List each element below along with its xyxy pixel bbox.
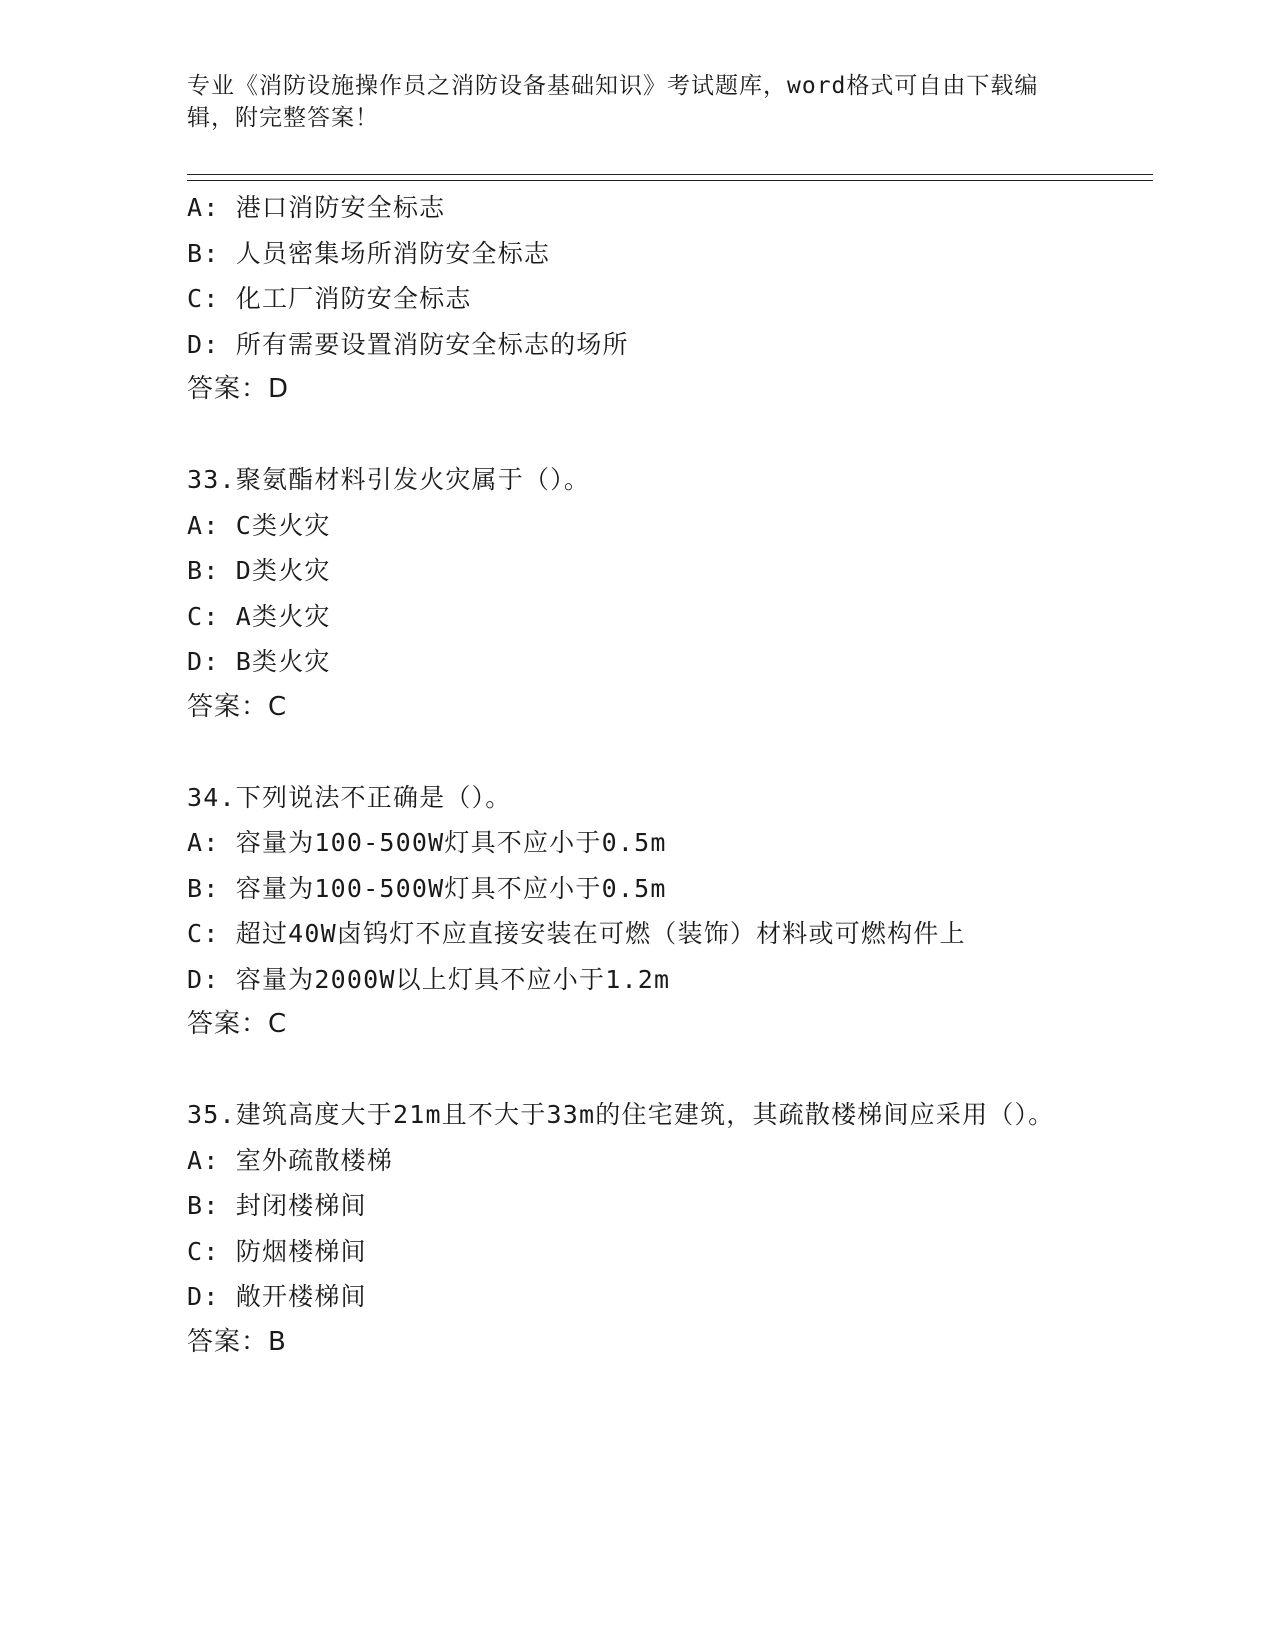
question-title: 34.下列说法不正确是（）。 (187, 782, 512, 812)
question-title: 35.建筑高度大于21m且不大于33m的住宅建筑，其疏散楼梯间应采用（）。 (187, 1100, 1055, 1129)
option-a: A: 容量为100-500W灯具不应小于0.5m (187, 828, 667, 857)
option-a: A: C类火灾 (187, 510, 331, 540)
question-32-tail (187, 185, 1153, 412)
answer-label: 答案：C (187, 1009, 288, 1039)
answer-label: 答案：C (187, 691, 288, 722)
document-page (187, 70, 1153, 1365)
header-divider (187, 174, 1153, 181)
option-b: B: D类火灾 (187, 556, 331, 585)
spacer (187, 1047, 1153, 1092)
option-c: C: 防烟楼梯间 (187, 1236, 367, 1266)
option-b: B: 容量为100-500W灯具不应小于0.5m (187, 873, 667, 903)
option-d: D: 容量为2000W以上灯具不应小于1.2m (187, 964, 671, 994)
answer-label: 答案：B (187, 1326, 287, 1357)
option-d: D: 敞开楼梯间 (187, 1282, 367, 1311)
option-b: B: 封闭楼梯间 (187, 1191, 367, 1220)
option-b: B: 人员密集场所消防安全标志 (187, 238, 551, 268)
option-d: D: B类火灾 (187, 647, 331, 676)
option-c: C: 化工厂消防安全标志 (187, 284, 472, 313)
question-title: 33.聚氨酯材料引发火灾属于（）。 (187, 465, 591, 494)
option-a: A: 室外疏散楼梯 (187, 1145, 393, 1175)
spacer (187, 412, 1153, 457)
answer-label: 答案：D (187, 374, 290, 404)
option-c: C: 超过40W卤钨灯不应直接安装在可燃（装饰）材料或可燃构件上 (187, 919, 966, 948)
option-c: C: A类火灾 (187, 601, 331, 631)
document-header: 专业《消防设施操作员之消防设备基础知识》考试题库，word格式可自由下载编辑，附完整答案！ (187, 73, 1039, 131)
question-35 (187, 1092, 1153, 1365)
option-a: A: 港口消防安全标志 (187, 193, 446, 222)
option-d: D: 所有需要设置消防安全标志的场所 (187, 329, 629, 359)
spacer (187, 730, 1153, 775)
question-34 (187, 775, 1153, 1048)
question-33 (187, 457, 1153, 730)
